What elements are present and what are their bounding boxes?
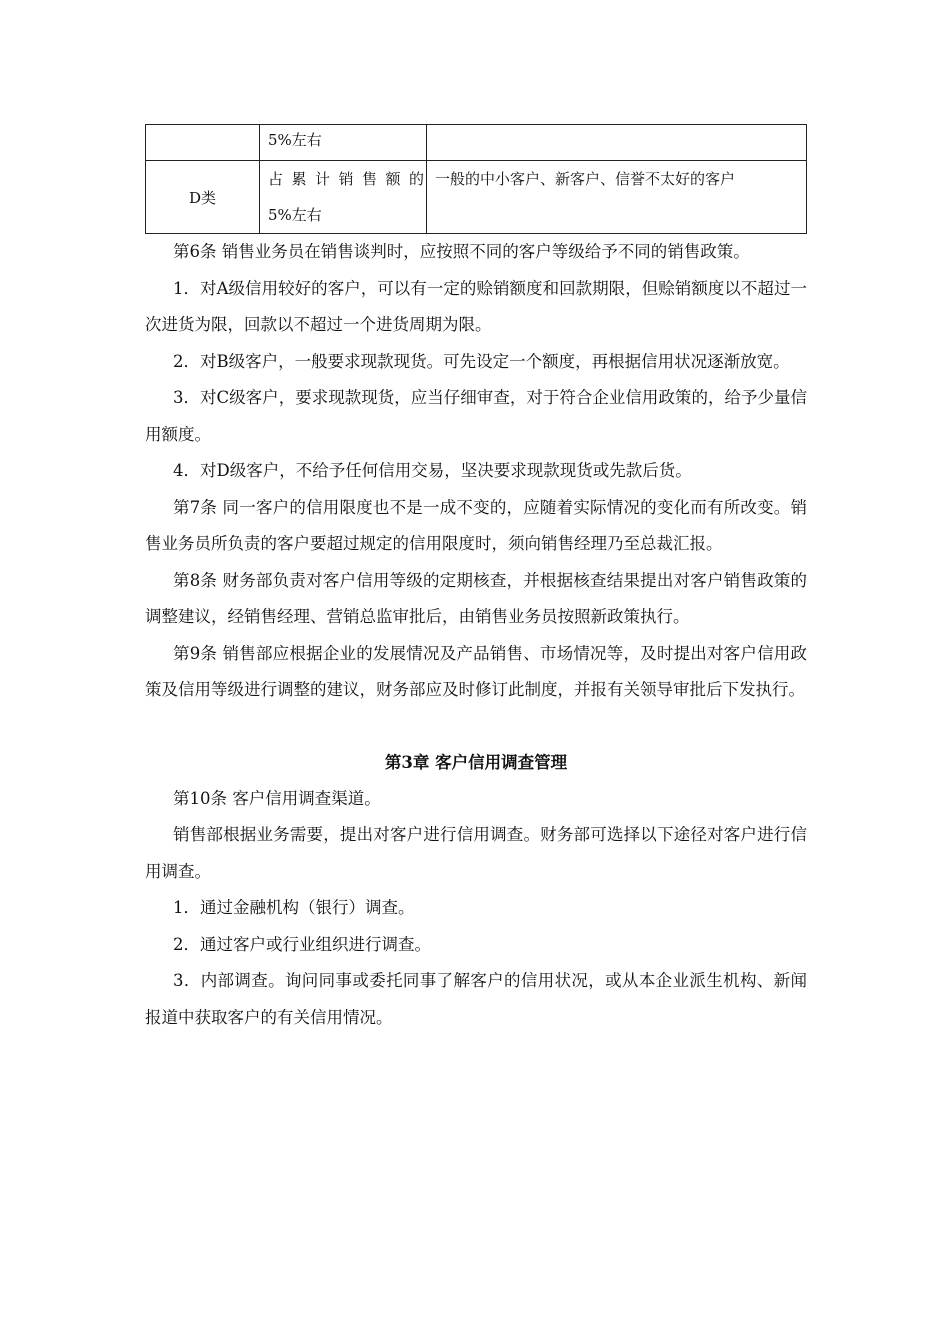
article-6-item-1: 1．对A级信用较好的客户，可以有一定的赊销额度和回款期限，但赊销额度以不超过一次进货为限，回款以不超过一个进货周期为限。 (145, 278, 807, 334)
article-8: 第8条 财务部负责对客户信用等级的定期核查，并根据核查结果提出对客户销售政策的调整建议，经销售经理、营销总监审批后，由销售业务员按照新政策执行。 (145, 570, 807, 626)
table-row (146, 125, 807, 161)
table-cell-description: 一般的中小客户、新客户、信誉不太好的客户 (427, 161, 807, 234)
chapter-title: 第3章 客户信用调查管理 (384, 752, 568, 772)
table-cell-share-line2: 5%左右 (268, 206, 322, 224)
article-6-item-3: 3．对C级客户，要求现款现货，应当仔细审查，对于符合企业信用政策的，给予少量信用额度。 (145, 388, 807, 444)
article-9: 第9条 销售部应根据企业的发展情况及产品销售、市场情况等，及时提出对客户信用政策及信用等级进行调整的建议，财务部应及时修订此制度，并报有关领导审批后下发执行。 (145, 643, 807, 699)
article-6-item-4: 4．对D级客户，不给予任何信用交易，坚决要求现款现货或先款后货。 (173, 461, 692, 480)
article-7: 第7条 同一客户的信用限度也不是一成不变的，应随着实际情况的变化而有所改变。销售业务员所负责的客户要超过规定的信用限度时，须向销售经理乃至总裁汇报。 (145, 497, 807, 553)
section-spacer (145, 709, 807, 745)
table-cell-description (427, 125, 807, 161)
table-row (146, 161, 807, 234)
table-cell-grade: D类 (146, 161, 260, 234)
table-cell-share: 5%左右 (260, 125, 427, 161)
article-10-item-1: 1．通过金融机构（银行）调查。 (173, 898, 415, 917)
article-10-item-2: 2．通过客户或行业组织进行调查。 (173, 934, 431, 954)
article-10: 第10条 客户信用调查渠道。 (173, 788, 381, 808)
article-10-item-3: 3．内部调查。询问同事或委托同事了解客户的信用状况，或从本企业派生机构、新闻报道中获取客户的有关信用情况。 (145, 971, 807, 1027)
article-10-intro: 销售部根据业务需要，提出对客户进行信用调查。财务部可选择以下途径对客户进行信用调查。 (145, 825, 807, 881)
table-cell-grade (146, 125, 260, 161)
document-page (145, 124, 807, 1036)
customer-grade-table (145, 124, 807, 234)
article-6: 第6条 销售业务员在销售谈判时，应按照不同的客户等级给予不同的销售政策。 (173, 242, 750, 261)
table-cell-share-line1: 占累计销售额的 (268, 170, 426, 188)
article-6-item-2: 2．对B级客户，一般要求现款现货。可先设定一个额度，再根据信用状况逐渐放宽。 (173, 351, 790, 371)
table-cell-share (260, 161, 427, 234)
